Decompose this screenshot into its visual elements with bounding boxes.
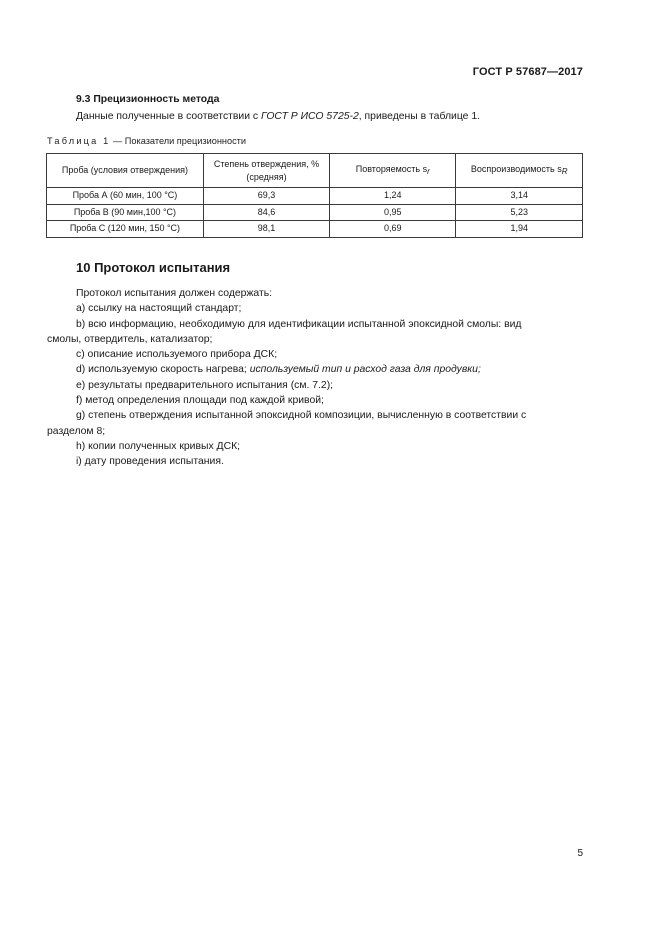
list-item: h) копии полученных кривых ДСК; [76,440,241,452]
table-caption-title: — Показатели прецизионности [110,136,247,146]
header-sample: Проба (условия отверждения) [47,154,204,188]
list-item [47,362,583,377]
protocol-intro: Протокол испытания должен содержать: [76,288,273,299]
paragraph-text: Данные полученные в соответствии с [76,111,262,122]
header-repeatability-subscript: r [427,167,430,176]
section-10-title: 10 Протокол испытания [76,260,231,275]
list-item: g) степень отверждения испытанной эпоксидной композиции, вычисленную в соответствии с [76,410,527,422]
protocol-list [47,286,583,470]
cell-sample: Проба В (90 мин,100 °C) [47,204,204,221]
header-cure-degree-line1: Степень отверждения, % [213,158,320,169]
list-item-text: d) используемую скорость нагрева; [76,364,250,376]
precision-table [46,153,583,238]
cell-sample: Проба А (60 мин, 100 °C) [47,188,204,205]
table-caption [47,136,246,146]
cell-reproducibility: 3,14 [456,188,583,205]
table-row [47,188,583,205]
list-item: c) описание используемого прибора ДСК; [76,349,278,361]
list-item: i) дату проведения испытания. [76,456,224,468]
standard-reference: ГОСТ Р ИСО 5725-2 [261,111,359,122]
cell-repeatability: 0,69 [330,221,456,238]
table-header-row [47,154,583,188]
list-item-continuation: смолы, отвердитель, катализатор; [47,333,213,345]
list-item: f) метод определения площади под каждой кривой; [76,395,324,407]
header-repeatability [330,154,456,188]
cell-degree: 84,6 [203,204,329,221]
header-reproducibility [456,154,583,188]
list-item: a) ссылку на настоящий стандарт; [76,303,242,315]
section-9-3-paragraph [76,109,586,125]
header-cure-degree-line2: (средняя) [246,171,287,182]
list-item-italic-text: используемый тип и расход газа для продувки; [249,364,481,376]
list-item: e) результаты предварительного испытания (см. 7.2); [76,379,334,391]
header-cure-degree [203,154,329,188]
document-code: ГОСТ Р 57687—2017 [472,66,583,78]
section-9-3-title: 9.3 Прецизионность метода [76,94,220,105]
header-repeatability-label: Повторяемость s [355,164,428,174]
cell-reproducibility: 5,23 [456,204,583,221]
list-item: b) всю информацию, необходимую для идентификации испытанной эпоксидной смолы: вид [76,318,522,330]
table-row [47,204,583,221]
cell-degree: 69,3 [203,188,329,205]
table-row [47,221,583,238]
page-number: 5 [577,848,583,859]
list-item-continuation: разделом 8; [47,425,106,437]
cell-degree: 98,1 [203,221,329,238]
cell-sample: Проба С (120 мин, 150 °C) [47,221,204,238]
cell-reproducibility: 1,94 [456,221,583,238]
cell-repeatability: 0,95 [330,204,456,221]
header-reproducibility-subscript: R [561,167,568,176]
cell-repeatability: 1,24 [330,188,456,205]
table-caption-label: Таблица 1 [47,136,111,146]
header-reproducibility-label: Воспроизводимость s [470,164,562,174]
paragraph-text-end: , приведены в таблице 1. [358,111,480,122]
